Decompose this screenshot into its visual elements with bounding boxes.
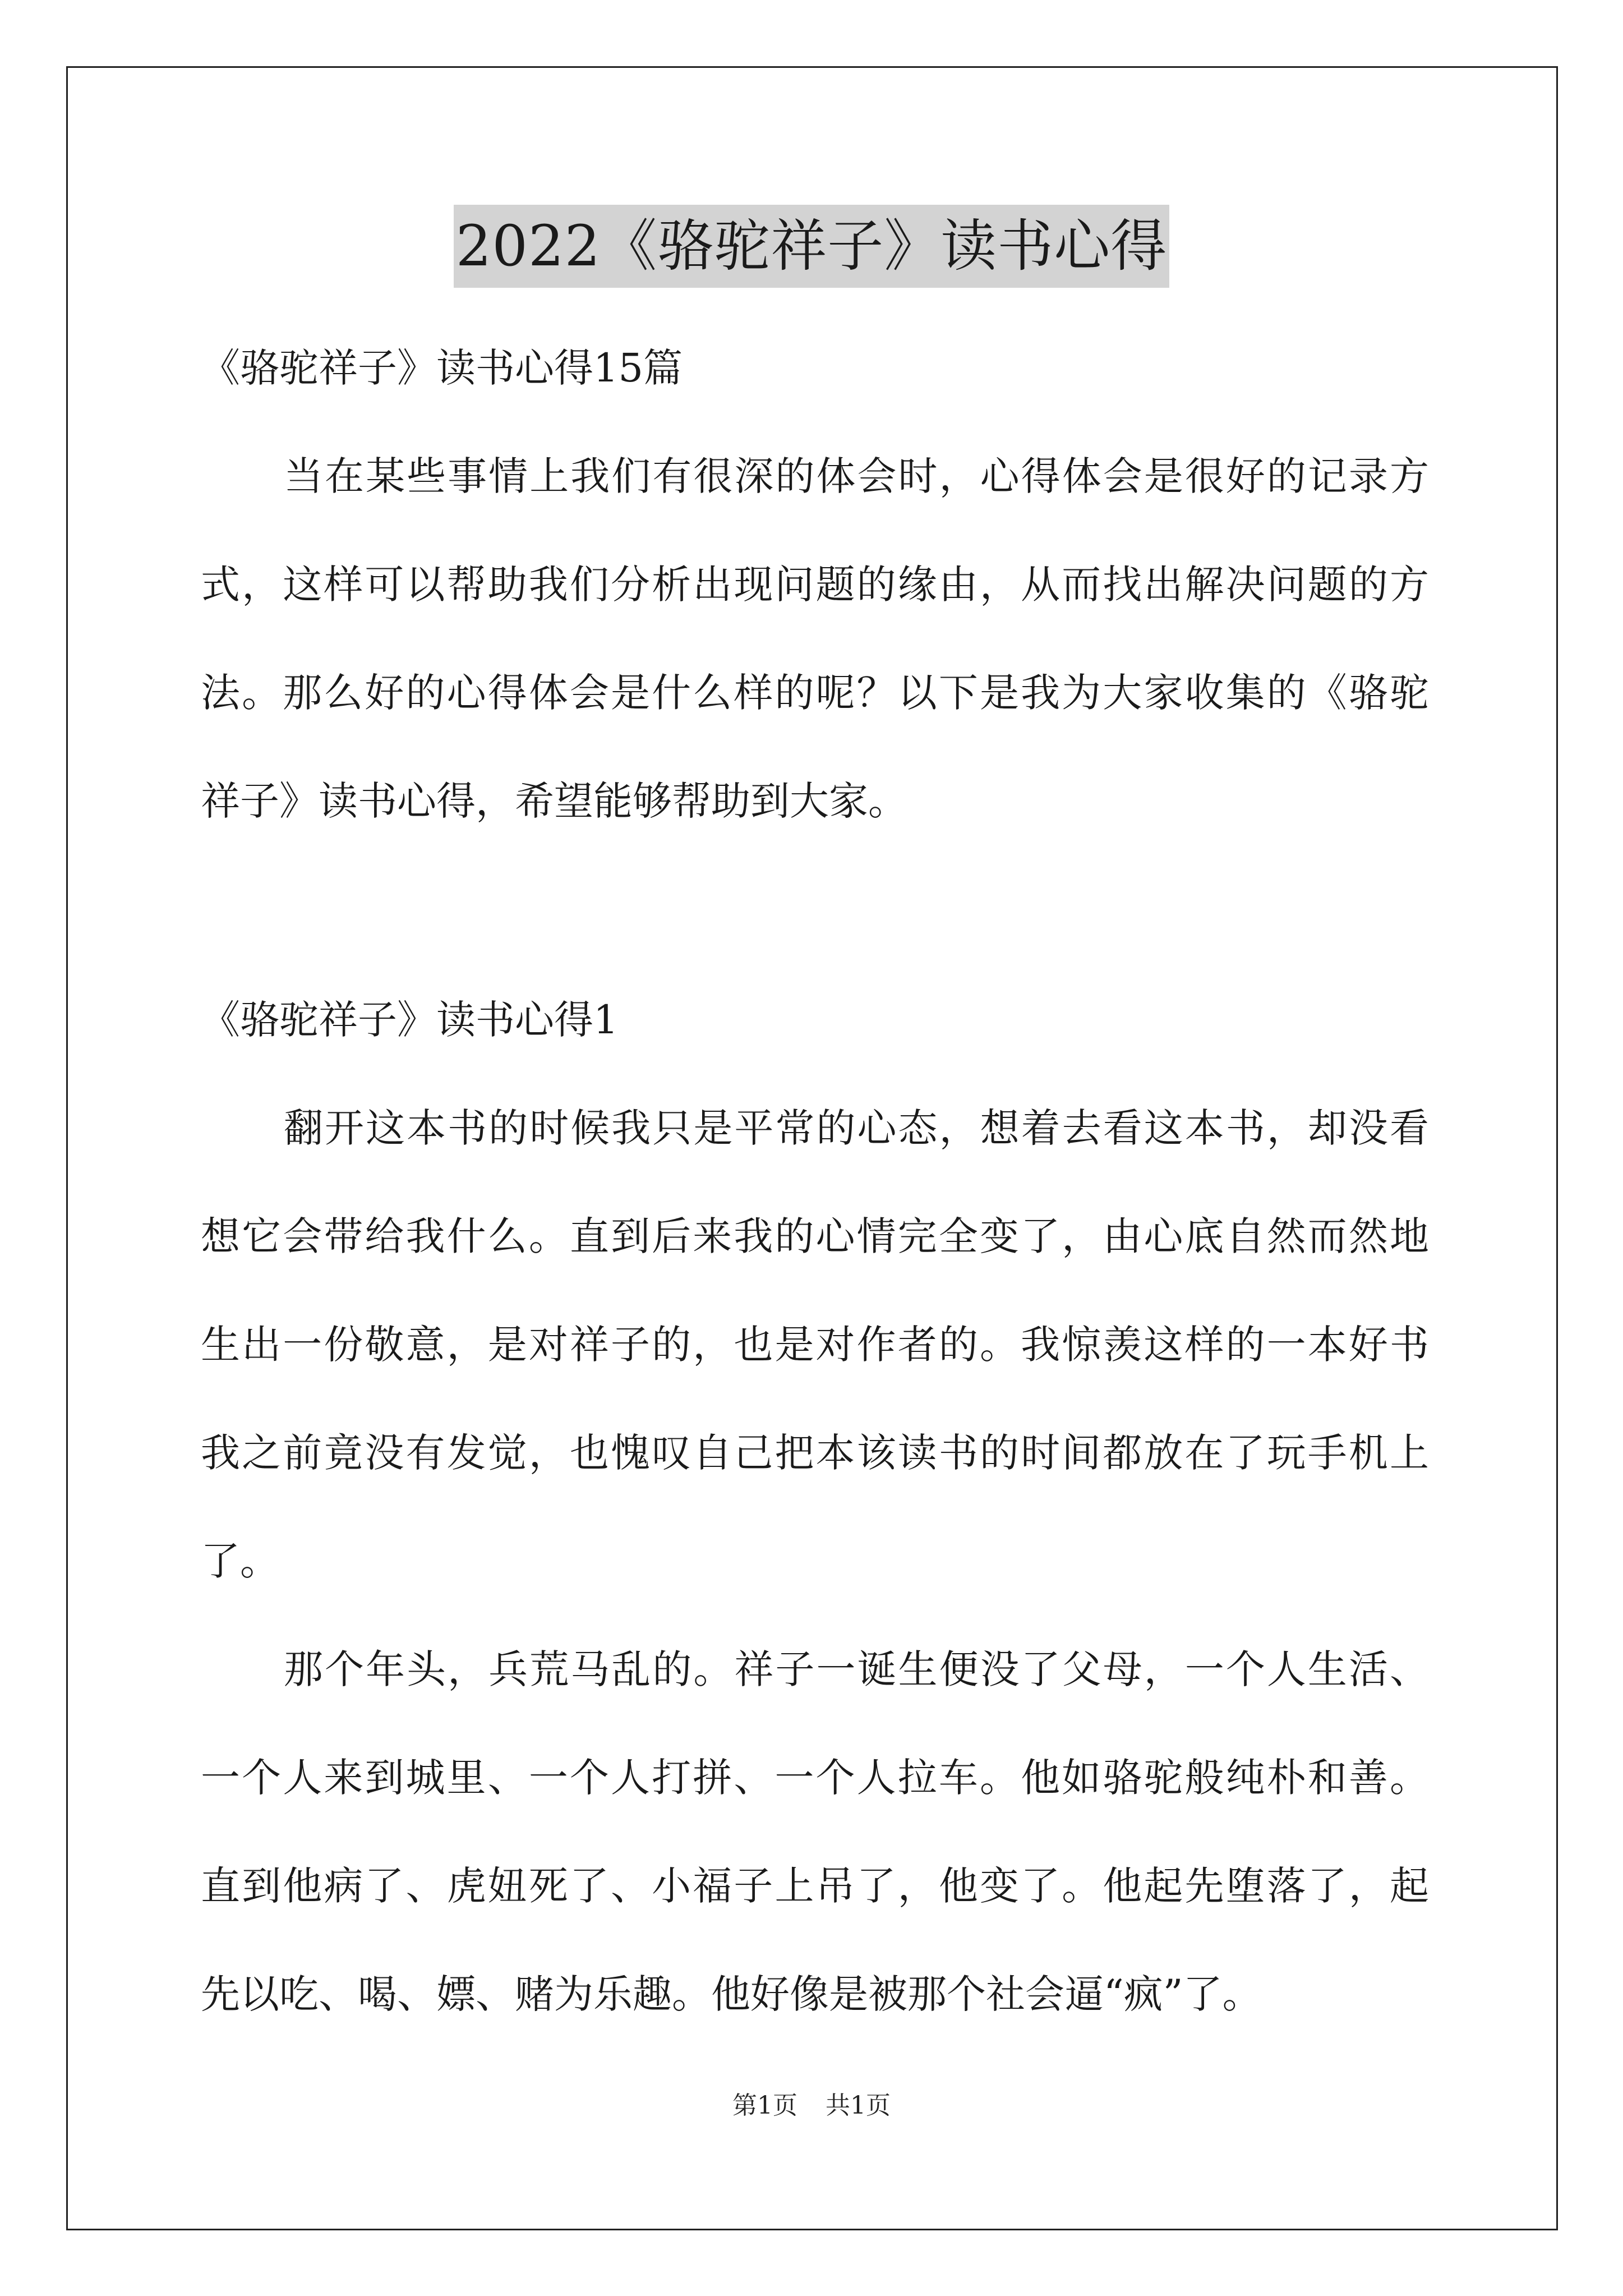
paragraph-line: 想它会带给我什么。直到后来我的心情完全变了，由心底自然而然地 — [201, 1213, 1429, 1259]
paragraph-line: 我之前竟没有发觉，也愧叹自己把本该读书的时间都放在了玩手机上 — [201, 1430, 1429, 1476]
paragraph-line: 了。 — [201, 1538, 279, 1584]
intro-line: 法。那么好的心得体会是什么样的呢？以下是我为大家收集的《骆驼 — [201, 670, 1429, 716]
page-number: 第1页 — [732, 2091, 797, 2120]
title-container — [0, 205, 1623, 288]
paragraph-line: 一个人来到城里、一个人打拼、一个人拉车。他如骆驼般纯朴和善。 — [201, 1755, 1429, 1801]
paragraph-line: 生出一份敬意，是对祥子的，也是对作者的。我惊羡这样的一本好书 — [201, 1322, 1429, 1368]
paragraph-line: 翻开这本书的时候我只是平常的心态，想着去看这本书，却没看 — [284, 1105, 1429, 1151]
paragraph-line: 先以吃、喝、嫖、赌为乐趣。他好像是被那个社会逼“疯”了。 — [201, 1971, 1262, 2017]
section-heading: 《骆驼祥子》读书心得1 — [201, 997, 619, 1043]
intro-line: 当在某些事情上我们有很深的体会时，心得体会是很好的记录方 — [284, 453, 1429, 499]
paragraph-1 — [201, 1101, 1429, 1588]
paragraph-line: 直到他病了、虎妞死了、小福子上吊了，他变了。他起先堕落了，起 — [201, 1863, 1429, 1909]
page-total: 共1页 — [826, 2091, 891, 2120]
subtitle: 《骆驼祥子》读书心得15篇 — [201, 345, 683, 391]
document-body — [201, 341, 1429, 2021]
intro-line: 祥子》读书心得，希望能够帮助到大家。 — [201, 778, 907, 824]
page-footer — [0, 2089, 1623, 2123]
document-title: 2022《骆驼祥子》读书心得 — [454, 205, 1170, 288]
paragraph-2 — [201, 1642, 1429, 2021]
paragraph-line: 那个年头，兵荒马乱的。祥子一诞生便没了父母，一个人生活、 — [284, 1646, 1429, 1692]
intro-paragraph — [201, 449, 1429, 828]
intro-line: 式，这样可以帮助我们分析出现问题的缘由，从而找出解决问题的方 — [201, 562, 1429, 608]
